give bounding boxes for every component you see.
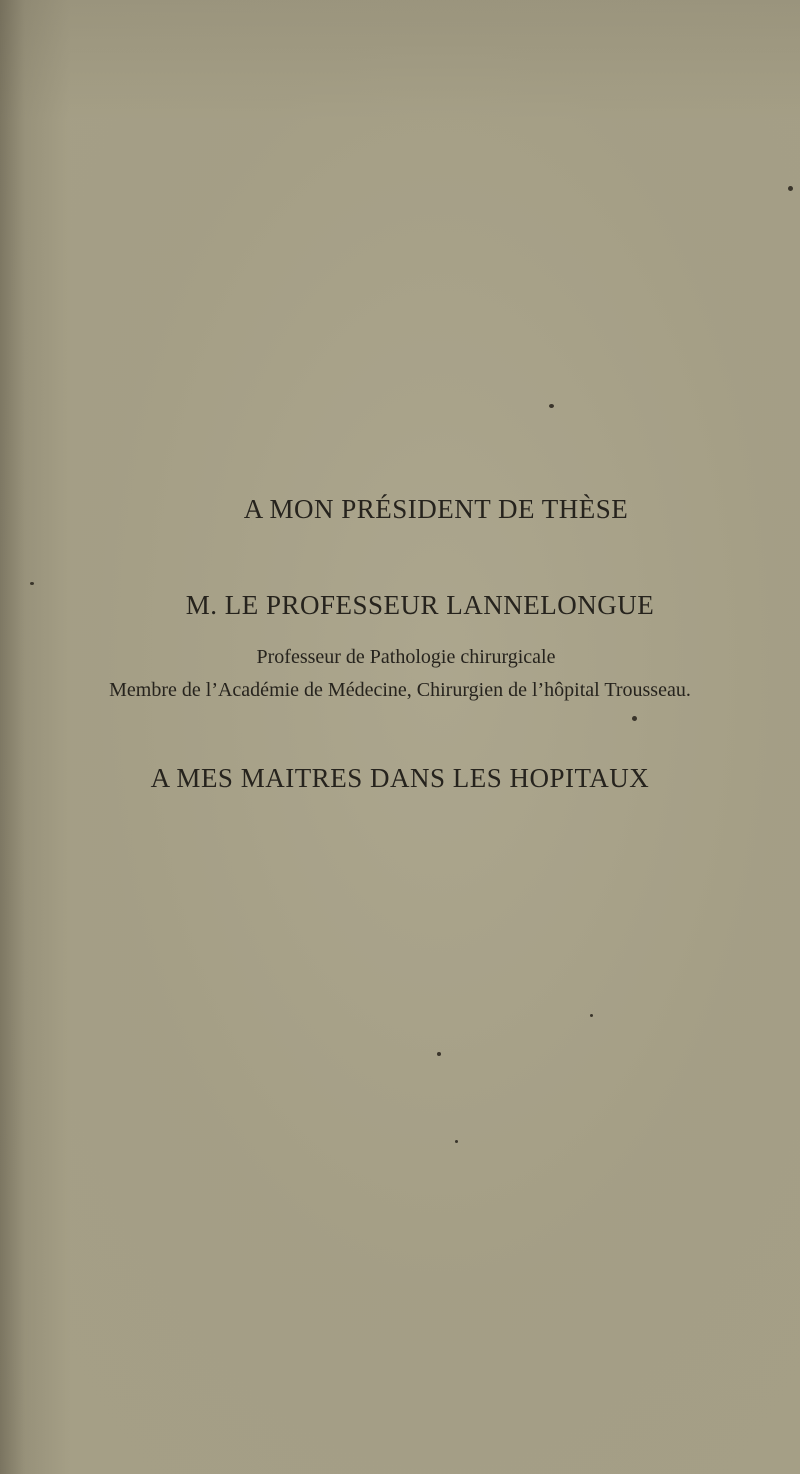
paper-speck (30, 582, 34, 585)
paper-speck (590, 1014, 593, 1017)
dedication-title: A MON PRÉSIDENT DE THÈSE (243, 494, 629, 524)
professor-role: Professeur de Pathologie chirurgicale (256, 646, 556, 668)
professor-name: M. LE PROFESSEUR LANNELONGUE (185, 590, 655, 620)
paper-speck (632, 716, 637, 721)
paper-speck (455, 1140, 458, 1143)
paper-speck (549, 404, 554, 408)
masters-title: A MES MAITRES DANS LES HOPITAUX (150, 763, 650, 793)
paper-speck (437, 1052, 441, 1056)
paper-speck (788, 186, 793, 191)
professor-affiliation: Membre de l’Académie de Médecine, Chirurgien de l’hôpital Trousseau. (109, 679, 691, 701)
